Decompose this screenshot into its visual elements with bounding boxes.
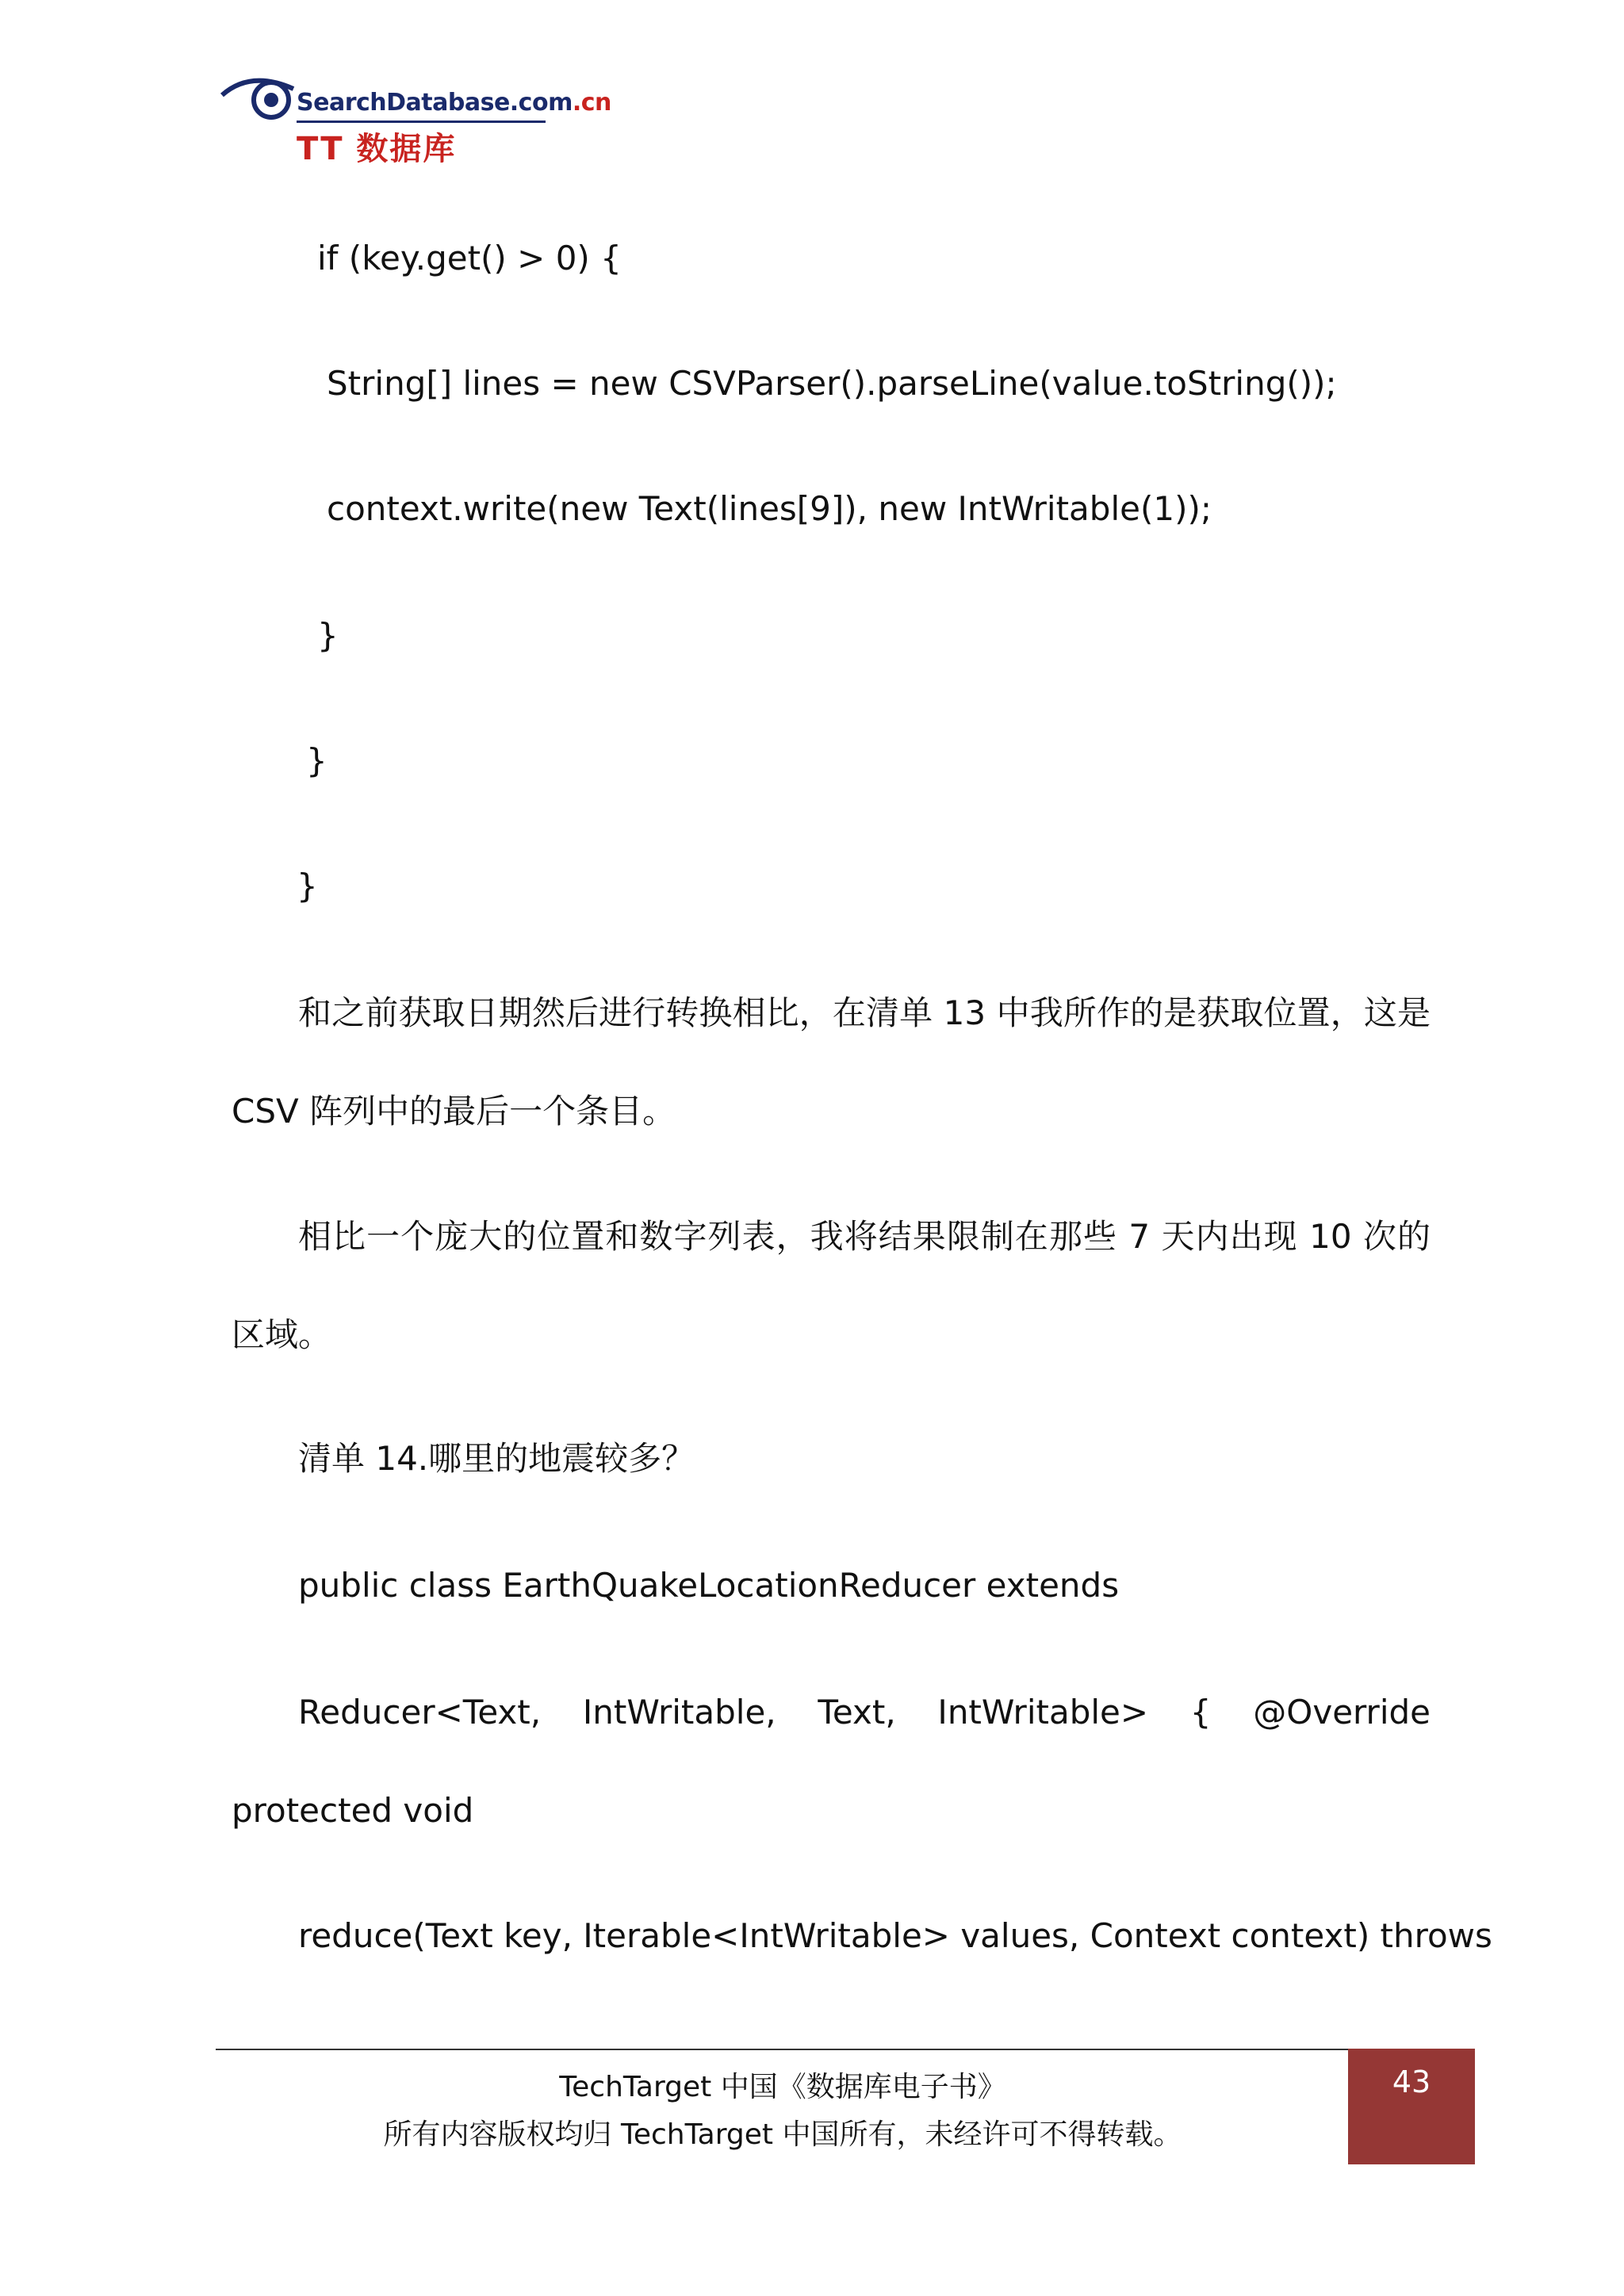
body-paragraph: 和之前获取日期然后进行转换相比，在清单 13 中我所作的是获取位置，这是CSV 阵列中的最后一个条目。 <box>232 993 1431 1131</box>
page-number: 43 <box>1392 2064 1431 2099</box>
code-line: reduce(Text key, Iterable<IntWritable> values, Context context) throws <box>298 1916 1492 1955</box>
code-line: } <box>317 616 339 655</box>
code-line: } <box>297 867 318 905</box>
code-line: if (key.get() > 0) { <box>317 239 622 277</box>
body-paragraph: 相比一个庞大的位置和数字列表，我将结果限制在那些 7 天内出现 10 次的区域。 <box>232 1217 1431 1354</box>
code-line: String[] lines = new CSVParser().parseLine(value.toString()); <box>327 364 1337 403</box>
footer-divider <box>216 2049 1350 2050</box>
logo-brand: TT 数据库 <box>297 131 457 167</box>
listing-title: 清单 14.哪里的地震较多？ <box>298 1439 695 1478</box>
page-number-box <box>1348 2049 1475 2164</box>
footer-copyright: 所有内容版权均归 TechTarget 中国所有，未经许可不得转载。 <box>383 2118 1182 2151</box>
logo-underline <box>297 121 546 123</box>
footer-title: TechTarget 中国《数据库电子书》 <box>559 2071 1006 2103</box>
logo-site-name: SearchDatabase.com.cn <box>297 89 611 117</box>
code-paragraph: Reducer<Text, IntWritable, Text, IntWritable> { @Override protected void <box>232 1693 1431 1830</box>
code-line: } <box>306 741 327 780</box>
eye-icon <box>220 68 300 132</box>
site-logo <box>220 68 611 167</box>
code-line: context.write(new Text(lines[9]), new IntWritable(1)); <box>327 489 1212 528</box>
code-line: public class EarthQuakeLocationReducer extends <box>298 1566 1120 1605</box>
